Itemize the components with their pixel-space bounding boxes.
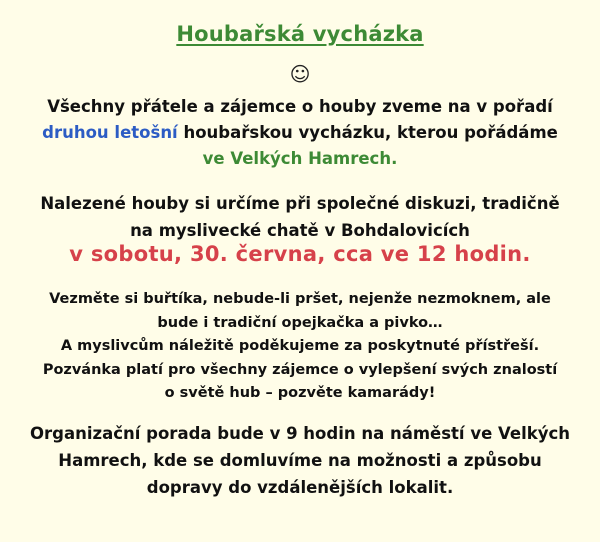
intro-highlight-location: Velkých Hamrech. — [230, 149, 398, 168]
details-line: Vezměte si buřtíka, nebude-li pršet, nejenže nezmoknem, ale — [49, 291, 551, 307]
details-line: bude i tradiční opejkačka a pivko… — [157, 314, 443, 331]
discussion-paragraph — [0, 190, 600, 244]
meeting-line: dopravy do vzdálenějších lokalit. — [146, 478, 454, 497]
intro-line-1: Všechny přátele a zájemce o houby zveme na v pořadí — [47, 97, 553, 116]
details-line: Pozvánka platí pro všechny zájemce o vylepšení svých znalostí — [42, 361, 558, 378]
meeting-line: Hamrech, kde se domluvíme na možnosti a způsobu — [58, 451, 542, 470]
event-date: v sobotu, 30. června, cca ve 12 hodin. — [69, 242, 531, 266]
meeting-paragraph — [0, 420, 600, 501]
details-paragraph — [0, 288, 600, 406]
intro-highlight-second: druhou letošní — [42, 123, 178, 142]
discussion-line-2: na myslivecké chatě v Bohdalovicích — [130, 221, 470, 240]
smiley-icon: ☺ — [289, 62, 311, 86]
meeting-line: Organizační porada bude v 9 hodin na náměstí ve Velkých — [29, 424, 570, 443]
page-title: Houbařská vycházka — [176, 22, 424, 46]
details-line: o světě hub – pozvěte kamarády! — [164, 385, 436, 401]
details-line: A myslivcům náležitě poděkujeme za poskytnuté přístřeší. — [60, 338, 540, 354]
intro-line-2 — [0, 120, 600, 146]
discussion-line-1: Nalezené houby si určíme při společné diskuzi, tradičně — [40, 194, 560, 213]
intro-line-3-prefix: ve — [202, 149, 231, 168]
intro-line-2-rest: houbařskou vycházku, kterou pořádáme — [177, 123, 558, 142]
intro-paragraph — [0, 94, 600, 172]
intro-line-3 — [0, 146, 600, 172]
